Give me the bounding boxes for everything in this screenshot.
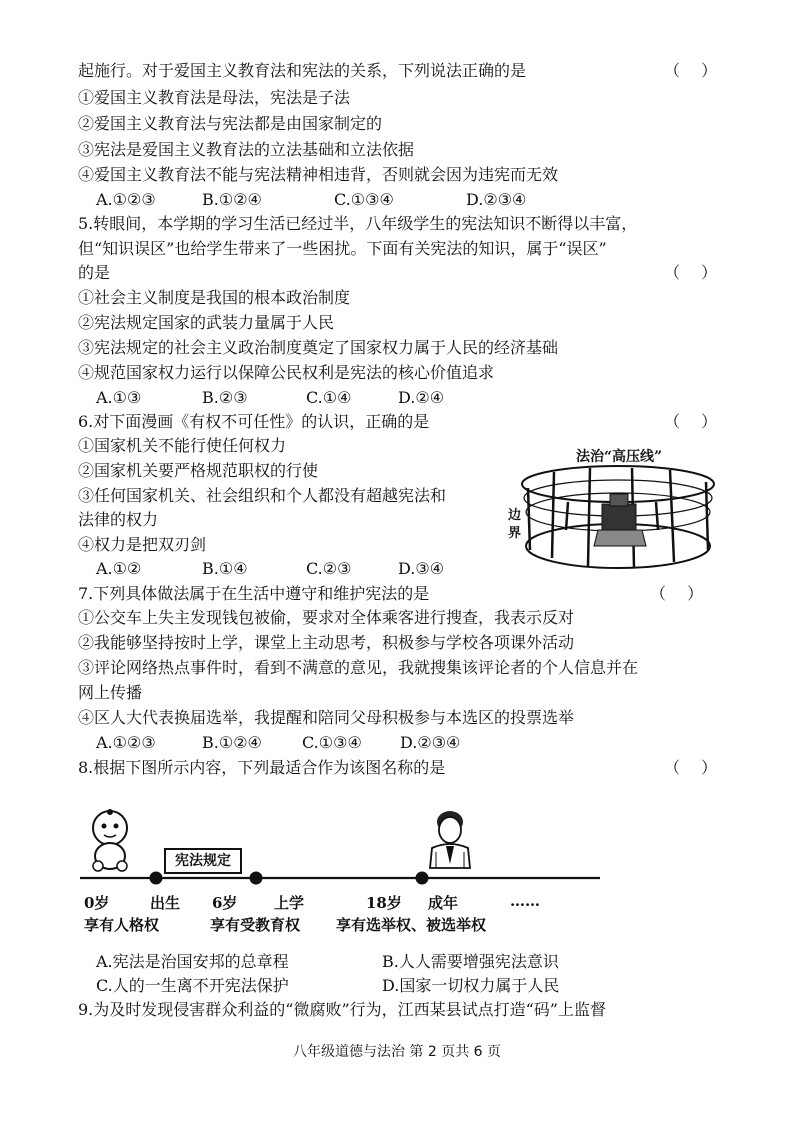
adult-man-icon: [430, 811, 470, 868]
q8-timeline-figure: [80, 808, 720, 948]
q6-line-5: 法律的权力: [78, 510, 159, 529]
q5-line-4: ①社会主义制度是我国的根本政治制度: [78, 288, 351, 307]
q5-line-2: 但“知识误区”也给学生带来了一些困扰。下面有关宪法的知识，属于“误区”: [78, 239, 607, 258]
q5-choices: [96, 386, 444, 410]
q5-line-6: ③宪法规定的社会主义政治制度奠定了国家权力属于人民的经济基础: [78, 338, 559, 357]
q8-option-a: A.宪法是治国安邦的总章程: [96, 952, 289, 971]
q6-line-6: ④权力是把双刃剑: [78, 535, 207, 554]
q5-line-3: 的是: [78, 263, 111, 282]
cartoon-boundary-label-2: 界: [508, 526, 522, 541]
baby-icon: [93, 809, 127, 871]
birth-label: 出生: [150, 894, 181, 912]
q7-line-4: ③评论网络热点事件时，看到不满意的意见，我就搜集该评论者的个人信息并在: [78, 658, 639, 677]
q5-answer-bracket: （ ）: [664, 263, 718, 282]
q8-option-c: C.人的一生离不开宪法保护: [96, 976, 289, 995]
q8-option-b: B.人人需要增强宪法意识: [382, 952, 559, 971]
age-0-label: 0岁: [84, 894, 110, 912]
q7-line-1: 7.下列具体做法属于在生活中遵守和维护宪法的是: [78, 584, 430, 603]
page-footer: 八年级道德与法治 第 2 页共 6 页: [292, 1044, 502, 1060]
school-label: 上学: [274, 894, 305, 912]
q7-choice-c: C.①③④: [302, 733, 362, 752]
cartoon-high-voltage-label: 法治“高压线”: [576, 449, 663, 465]
q4-line-5: ④爱国主义教育法不能与宪法精神相违背，否则就会因为违宪而无效: [78, 165, 559, 184]
q5-line-5: ②宪法规定国家的武装力量属于人民: [78, 313, 335, 332]
q4-line-4: ③宪法是爱国主义教育法的立法基础和立法依据: [78, 140, 415, 159]
q6-line-3: ②国家机关要严格规范职权的行使: [78, 461, 319, 480]
q4-answer-bracket: （ ）: [664, 61, 718, 80]
q8-option-d: D.国家一切权力属于人民: [382, 976, 560, 995]
right-education-label: 享有受教育权: [210, 916, 301, 934]
q5-choice-c: C.①④: [306, 388, 352, 407]
age-6-label: 6岁: [212, 894, 238, 912]
q4-choices: [96, 188, 526, 212]
q4-line-3: ②爱国主义教育法与宪法都是由国家制定的: [78, 114, 383, 133]
q5-choice-d: D.②④: [398, 388, 445, 407]
q4-line-1: 起施行。对于爱国主义教育法和宪法的关系，下列说法正确的是: [78, 61, 527, 80]
q8-answer-bracket: （ ）: [664, 758, 718, 777]
q7-line-6: ④区人大代表换届选举，我提醒和陪同父母积极参与本选区的投票选举: [78, 708, 575, 727]
q7-choice-d: D.②③④: [400, 733, 461, 752]
q6-choice-c: C.②③: [306, 559, 352, 578]
q5-choice-a: A.①③: [96, 388, 142, 407]
q7-choice-a: A.①②③: [96, 733, 156, 752]
right-personality-label: 享有人格权: [84, 916, 160, 934]
q7-line-3: ②我能够坚持按时上学，课堂上主动思考，积极参与学校各项课外活动: [78, 633, 575, 652]
q6-choice-b: B.①④: [202, 559, 248, 578]
constitution-provision-box: 宪法规定: [164, 848, 242, 874]
q6-cartoon: [506, 446, 730, 576]
q6-choice-a: A.①②: [96, 559, 142, 578]
cartoon-boundary-label-1: 边: [508, 508, 522, 523]
q7-choice-b: B.①②④: [202, 733, 262, 752]
q6-line-2: ①国家机关不能行使任何权力: [78, 436, 287, 455]
q6-line-4: ③任何国家机关、社会组织和个人都没有超越宪法和: [78, 486, 447, 505]
ellipsis-label: ……: [510, 892, 540, 910]
q4-choice-b: B.①②④: [202, 190, 262, 209]
q5-line-1: 5.转眼间，本学期的学习生活已经过半，八年级学生的宪法知识不断得以丰富，: [78, 214, 638, 233]
q5-choice-b: B.②③: [202, 388, 248, 407]
q6-line-1: 6.对下面漫画《有权不可任性》的认识，正确的是: [78, 412, 430, 431]
q4-choice-c: C.①③④: [334, 190, 394, 209]
q9-line: 9.为及时发现侵害群众利益的“微腐败”行为，江西某县试点打造“码”上监督: [78, 1000, 606, 1019]
q7-answer-bracket: （ ）: [650, 584, 704, 603]
q6-choices: [96, 557, 444, 581]
q6-answer-bracket: （ ）: [664, 412, 718, 431]
right-election-label: 享有选举权、被选举权: [336, 916, 487, 934]
age-18-label: 18岁: [366, 894, 402, 912]
q4-line-2: ①爱国主义教育法是母法，宪法是子法: [78, 88, 351, 107]
q5-line-7: ④规范国家权力运行以保障公民权利是宪法的核心价值追求: [78, 363, 495, 382]
q7-line-5: 网上传播: [78, 683, 143, 702]
q4-choice-a: A.①②③: [96, 190, 156, 209]
q4-choice-d: D.②③④: [466, 190, 527, 209]
q6-choice-d: D.③④: [398, 559, 445, 578]
q7-choices: [96, 731, 460, 755]
adulthood-label: 成年: [428, 894, 459, 912]
fence-cage-drawing: [506, 446, 730, 576]
q7-line-2: ①公交车上失主发现钱包被偷，要求对全体乘客进行搜查，我表示反对: [78, 608, 575, 627]
q8-line: 8.根据下图所示内容，下列最适合作为该图名称的是: [78, 758, 446, 777]
